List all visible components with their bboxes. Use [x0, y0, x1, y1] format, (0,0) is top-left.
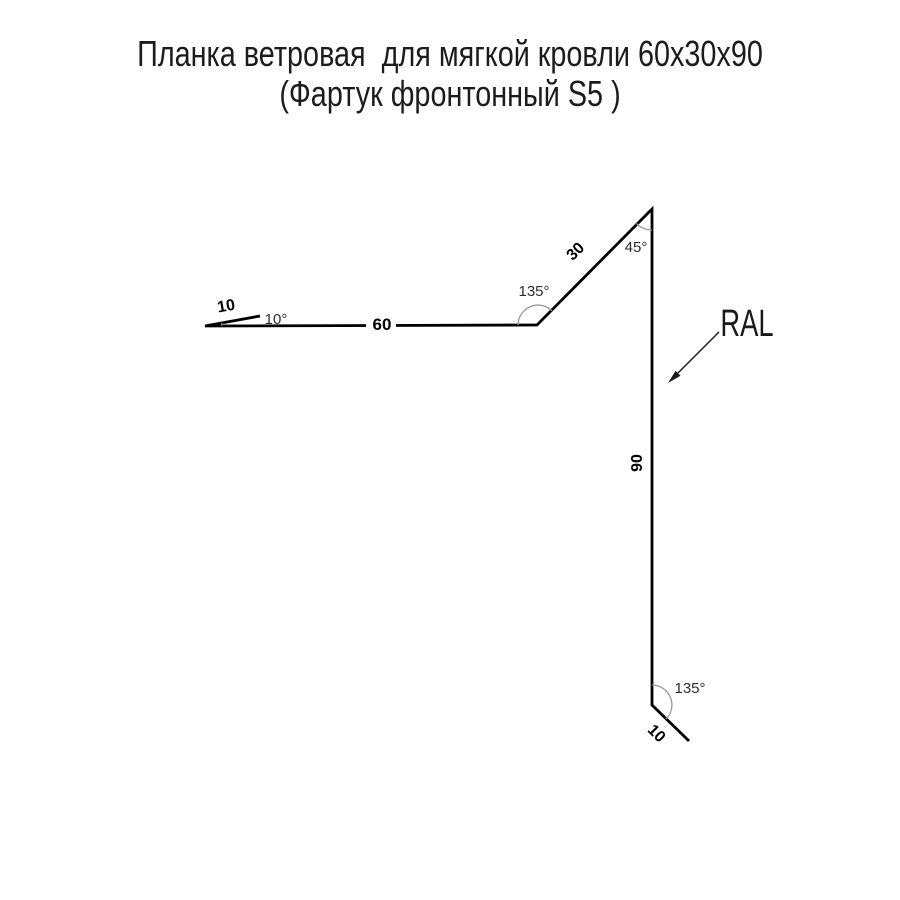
angle-label-45: 45° — [624, 239, 648, 256]
angle-label-10deg: 10° — [264, 311, 288, 328]
title-line-2: (Фартук фронтонный S5 ) — [279, 73, 621, 114]
dimension-10-bottom: 10 — [643, 721, 669, 747]
title-line-1: Планка ветровая для мягкой кровли 60х30х90 — [137, 33, 763, 74]
angle-arc-45-apex — [636, 224, 652, 230]
dimension-10-top: 10 — [215, 296, 237, 317]
profile-outline — [205, 209, 689, 741]
dimension-90: 90 — [629, 454, 646, 472]
dimension-60: 60 — [372, 315, 392, 334]
ral-leader-line — [678, 332, 719, 373]
ral-label: RAL — [720, 302, 774, 346]
angle-label-135-top: 135° — [518, 283, 550, 300]
angle-label-135-bottom: 135° — [674, 680, 706, 697]
dimension-30: 30 — [563, 239, 589, 265]
